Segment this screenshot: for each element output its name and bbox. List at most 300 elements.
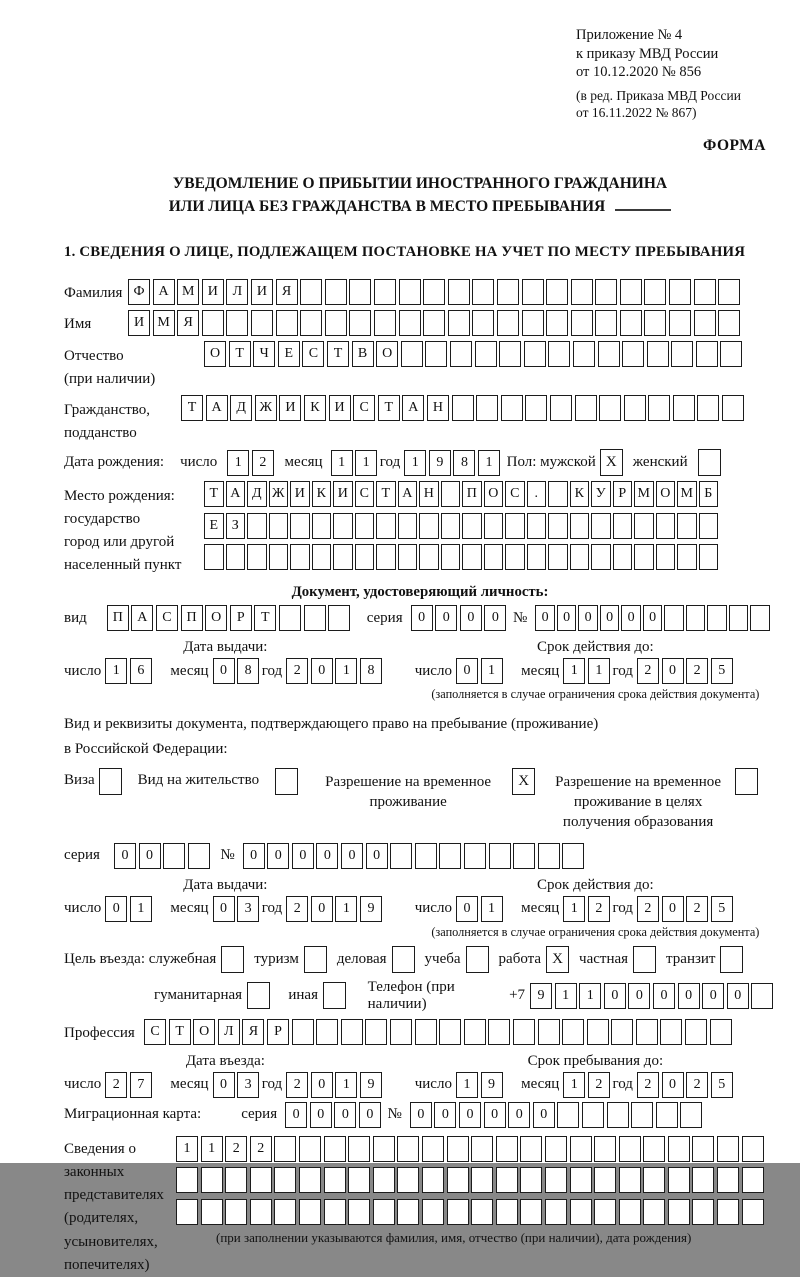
char-cell[interactable]: Б xyxy=(699,481,719,507)
char-cell[interactable]: Т xyxy=(204,481,224,507)
char-cell[interactable]: С xyxy=(505,481,525,507)
char-cell[interactable] xyxy=(648,395,670,421)
char-cell[interactable]: 0 xyxy=(434,1102,456,1128)
char-cell[interactable] xyxy=(300,279,322,305)
char-cell[interactable]: Я xyxy=(242,1019,264,1045)
char-cell[interactable] xyxy=(390,1019,412,1045)
char-cell[interactable]: 0 xyxy=(366,843,388,869)
char-cell[interactable] xyxy=(447,1167,469,1193)
char-cell[interactable]: 0 xyxy=(311,896,333,922)
char-cell[interactable] xyxy=(527,513,547,539)
char-cell[interactable] xyxy=(697,395,719,421)
char-cell[interactable] xyxy=(570,1136,592,1162)
char-cell[interactable]: 1 xyxy=(331,450,353,476)
char-cell[interactable] xyxy=(694,310,716,336)
char-cell[interactable]: С xyxy=(156,605,178,631)
char-cell[interactable]: О xyxy=(484,481,504,507)
char-cell[interactable] xyxy=(422,1199,444,1225)
char-cell[interactable]: 0 xyxy=(702,983,724,1009)
char-cell[interactable] xyxy=(471,1136,493,1162)
char-cell[interactable]: М xyxy=(177,279,199,305)
char-cell[interactable] xyxy=(680,1102,702,1128)
char-cell[interactable] xyxy=(325,279,347,305)
char-cell[interactable]: Т xyxy=(378,395,400,421)
char-cell[interactable] xyxy=(720,341,742,367)
char-cell[interactable] xyxy=(717,1136,739,1162)
char-cell[interactable] xyxy=(707,605,727,631)
char-cell[interactable]: 1 xyxy=(555,983,577,1009)
char-cell[interactable] xyxy=(710,1019,732,1045)
char-cell[interactable] xyxy=(692,1167,714,1193)
char-cell[interactable] xyxy=(299,1199,321,1225)
char-cell[interactable]: 9 xyxy=(481,1072,503,1098)
char-cell[interactable] xyxy=(694,279,716,305)
char-cell[interactable] xyxy=(718,279,740,305)
char-cell[interactable] xyxy=(513,843,535,869)
char-cell[interactable] xyxy=(668,1167,690,1193)
char-cell[interactable] xyxy=(476,395,498,421)
char-cell[interactable] xyxy=(204,544,224,570)
char-cell[interactable] xyxy=(660,1019,682,1045)
char-cell[interactable]: И xyxy=(279,395,301,421)
char-cell[interactable] xyxy=(696,341,718,367)
char-cell[interactable] xyxy=(557,1102,579,1128)
char-cell[interactable]: 2 xyxy=(105,1072,127,1098)
char-cell[interactable]: 0 xyxy=(114,843,136,869)
char-cell[interactable] xyxy=(550,395,572,421)
char-cell[interactable]: 0 xyxy=(484,1102,506,1128)
char-cell[interactable] xyxy=(419,513,439,539)
char-cell[interactable] xyxy=(598,341,620,367)
char-cell[interactable] xyxy=(423,310,445,336)
char-cell[interactable] xyxy=(620,310,642,336)
char-cell[interactable] xyxy=(247,544,267,570)
char-cell[interactable] xyxy=(355,513,375,539)
char-cell[interactable] xyxy=(401,341,423,367)
char-cell[interactable]: 0 xyxy=(311,658,333,684)
char-cell[interactable] xyxy=(501,395,523,421)
char-cell[interactable] xyxy=(525,395,547,421)
char-cell[interactable] xyxy=(599,395,621,421)
char-cell[interactable] xyxy=(355,544,375,570)
char-cell[interactable] xyxy=(226,310,248,336)
char-cell[interactable]: А xyxy=(206,395,228,421)
char-cell[interactable] xyxy=(373,1199,395,1225)
char-cell[interactable]: 0 xyxy=(435,605,457,631)
purpose-humanitarian-checkbox[interactable] xyxy=(247,982,270,1009)
char-cell[interactable] xyxy=(475,341,497,367)
char-cell[interactable]: С xyxy=(355,481,375,507)
char-cell[interactable]: 3 xyxy=(237,1072,259,1098)
char-cell[interactable] xyxy=(422,1136,444,1162)
char-cell[interactable]: 2 xyxy=(637,658,659,684)
visa-checkbox[interactable] xyxy=(99,768,122,795)
char-cell[interactable] xyxy=(619,1199,641,1225)
char-cell[interactable] xyxy=(448,310,470,336)
char-cell[interactable] xyxy=(613,513,633,539)
char-cell[interactable] xyxy=(201,1199,223,1225)
char-cell[interactable] xyxy=(656,1102,678,1128)
char-cell[interactable]: Р xyxy=(613,481,633,507)
char-cell[interactable] xyxy=(419,544,439,570)
char-cell[interactable]: 0 xyxy=(508,1102,530,1128)
char-cell[interactable] xyxy=(397,1136,419,1162)
char-cell[interactable]: 0 xyxy=(310,1102,332,1128)
char-cell[interactable]: 2 xyxy=(588,896,610,922)
char-cell[interactable]: 1 xyxy=(563,896,585,922)
char-cell[interactable] xyxy=(548,513,568,539)
char-cell[interactable]: 0 xyxy=(678,983,700,1009)
char-cell[interactable] xyxy=(300,310,322,336)
char-cell[interactable] xyxy=(341,1019,363,1045)
char-cell[interactable] xyxy=(423,279,445,305)
char-cell[interactable]: . xyxy=(527,481,547,507)
char-cell[interactable] xyxy=(548,341,570,367)
char-cell[interactable]: 9 xyxy=(429,450,451,476)
char-cell[interactable]: И xyxy=(128,310,150,336)
char-cell[interactable]: 7 xyxy=(130,1072,152,1098)
char-cell[interactable]: 0 xyxy=(460,605,482,631)
char-cell[interactable] xyxy=(390,843,412,869)
char-cell[interactable] xyxy=(619,1167,641,1193)
char-cell[interactable] xyxy=(462,513,482,539)
char-cell[interactable] xyxy=(447,1136,469,1162)
char-cell[interactable] xyxy=(742,1199,764,1225)
char-cell[interactable]: 0 xyxy=(484,605,506,631)
char-cell[interactable]: 1 xyxy=(201,1136,223,1162)
char-cell[interactable] xyxy=(634,513,654,539)
char-cell[interactable] xyxy=(527,544,547,570)
temp-residence-checkbox[interactable]: X xyxy=(512,768,535,795)
char-cell[interactable] xyxy=(279,605,301,631)
char-cell[interactable]: 5 xyxy=(711,896,733,922)
char-cell[interactable] xyxy=(613,544,633,570)
char-cell[interactable]: М xyxy=(153,310,175,336)
char-cell[interactable]: Л xyxy=(226,279,248,305)
char-cell[interactable]: 0 xyxy=(456,658,478,684)
char-cell[interactable]: Т xyxy=(181,395,203,421)
gender-male-checkbox[interactable]: X xyxy=(600,449,623,476)
char-cell[interactable]: П xyxy=(181,605,203,631)
char-cell[interactable] xyxy=(188,843,210,869)
char-cell[interactable]: 0 xyxy=(213,1072,235,1098)
char-cell[interactable] xyxy=(636,1019,658,1045)
char-cell[interactable] xyxy=(312,513,332,539)
char-cell[interactable] xyxy=(348,1167,370,1193)
char-cell[interactable] xyxy=(348,1136,370,1162)
char-cell[interactable]: 1 xyxy=(588,658,610,684)
char-cell[interactable]: 0 xyxy=(459,1102,481,1128)
char-cell[interactable]: 2 xyxy=(250,1136,272,1162)
char-cell[interactable]: П xyxy=(462,481,482,507)
char-cell[interactable]: 2 xyxy=(252,450,274,476)
char-cell[interactable] xyxy=(664,605,684,631)
char-cell[interactable] xyxy=(692,1199,714,1225)
char-cell[interactable] xyxy=(462,544,482,570)
char-cell[interactable] xyxy=(611,1019,633,1045)
char-cell[interactable] xyxy=(570,1199,592,1225)
char-cell[interactable] xyxy=(441,544,461,570)
char-cell[interactable]: О xyxy=(205,605,227,631)
char-cell[interactable]: 0 xyxy=(533,1102,555,1128)
char-cell[interactable]: 2 xyxy=(286,896,308,922)
char-cell[interactable]: 1 xyxy=(404,450,426,476)
char-cell[interactable]: 3 xyxy=(237,896,259,922)
char-cell[interactable] xyxy=(520,1199,542,1225)
char-cell[interactable]: Ч xyxy=(253,341,275,367)
char-cell[interactable]: 1 xyxy=(335,896,357,922)
char-cell[interactable]: О xyxy=(656,481,676,507)
char-cell[interactable] xyxy=(439,1019,461,1045)
char-cell[interactable] xyxy=(594,1167,616,1193)
char-cell[interactable] xyxy=(647,341,669,367)
char-cell[interactable] xyxy=(545,1167,567,1193)
char-cell[interactable]: А xyxy=(226,481,246,507)
char-cell[interactable] xyxy=(575,395,597,421)
char-cell[interactable]: Д xyxy=(247,481,267,507)
char-cell[interactable] xyxy=(538,1019,560,1045)
char-cell[interactable]: 0 xyxy=(456,896,478,922)
char-cell[interactable]: 6 xyxy=(130,658,152,684)
char-cell[interactable] xyxy=(251,310,273,336)
char-cell[interactable]: 0 xyxy=(243,843,265,869)
purpose-business-checkbox[interactable] xyxy=(392,946,415,973)
char-cell[interactable]: 0 xyxy=(359,1102,381,1128)
char-cell[interactable]: 9 xyxy=(360,896,382,922)
char-cell[interactable]: 0 xyxy=(578,605,598,631)
char-cell[interactable]: 0 xyxy=(628,983,650,1009)
char-cell[interactable] xyxy=(497,279,519,305)
char-cell[interactable]: 0 xyxy=(662,1072,684,1098)
char-cell[interactable] xyxy=(505,513,525,539)
char-cell[interactable]: 2 xyxy=(686,658,708,684)
char-cell[interactable] xyxy=(595,279,617,305)
char-cell[interactable] xyxy=(622,341,644,367)
purpose-work-checkbox[interactable]: X xyxy=(546,946,569,973)
char-cell[interactable] xyxy=(398,544,418,570)
char-cell[interactable] xyxy=(496,1199,518,1225)
char-cell[interactable]: Р xyxy=(230,605,252,631)
char-cell[interactable] xyxy=(176,1167,198,1193)
char-cell[interactable]: 0 xyxy=(334,1102,356,1128)
char-cell[interactable] xyxy=(656,513,676,539)
char-cell[interactable]: 0 xyxy=(643,605,663,631)
char-cell[interactable] xyxy=(299,1167,321,1193)
char-cell[interactable]: 8 xyxy=(453,450,475,476)
char-cell[interactable]: 5 xyxy=(711,1072,733,1098)
char-cell[interactable]: 0 xyxy=(139,843,161,869)
char-cell[interactable] xyxy=(176,1199,198,1225)
char-cell[interactable] xyxy=(742,1136,764,1162)
char-cell[interactable] xyxy=(545,1199,567,1225)
char-cell[interactable] xyxy=(717,1199,739,1225)
char-cell[interactable] xyxy=(225,1199,247,1225)
char-cell[interactable] xyxy=(472,279,494,305)
char-cell[interactable] xyxy=(373,1167,395,1193)
char-cell[interactable] xyxy=(484,513,504,539)
char-cell[interactable]: 0 xyxy=(292,843,314,869)
char-cell[interactable]: 0 xyxy=(535,605,555,631)
char-cell[interactable] xyxy=(669,279,691,305)
char-cell[interactable] xyxy=(324,1199,346,1225)
char-cell[interactable]: 2 xyxy=(286,1072,308,1098)
char-cell[interactable] xyxy=(620,279,642,305)
char-cell[interactable] xyxy=(496,1136,518,1162)
char-cell[interactable] xyxy=(594,1136,616,1162)
char-cell[interactable]: 0 xyxy=(411,605,433,631)
char-cell[interactable] xyxy=(751,983,773,1009)
char-cell[interactable] xyxy=(573,341,595,367)
char-cell[interactable]: 2 xyxy=(637,896,659,922)
char-cell[interactable] xyxy=(656,544,676,570)
char-cell[interactable] xyxy=(634,544,654,570)
char-cell[interactable]: И xyxy=(329,395,351,421)
char-cell[interactable] xyxy=(290,544,310,570)
char-cell[interactable]: А xyxy=(153,279,175,305)
char-cell[interactable] xyxy=(349,279,371,305)
char-cell[interactable] xyxy=(489,843,511,869)
char-cell[interactable]: Е xyxy=(204,513,224,539)
char-cell[interactable]: Н xyxy=(427,395,449,421)
char-cell[interactable] xyxy=(316,1019,338,1045)
char-cell[interactable]: И xyxy=(290,481,310,507)
char-cell[interactable]: К xyxy=(304,395,326,421)
char-cell[interactable]: 0 xyxy=(600,605,620,631)
char-cell[interactable] xyxy=(607,1102,629,1128)
char-cell[interactable] xyxy=(570,1167,592,1193)
char-cell[interactable]: Ж xyxy=(269,481,289,507)
char-cell[interactable] xyxy=(677,544,697,570)
char-cell[interactable]: Л xyxy=(218,1019,240,1045)
char-cell[interactable] xyxy=(692,1136,714,1162)
char-cell[interactable] xyxy=(722,395,744,421)
char-cell[interactable]: Т xyxy=(229,341,251,367)
char-cell[interactable]: И xyxy=(333,481,353,507)
residence-permit-checkbox[interactable] xyxy=(275,768,298,795)
char-cell[interactable]: Т xyxy=(327,341,349,367)
char-cell[interactable]: Н xyxy=(419,481,439,507)
char-cell[interactable] xyxy=(365,1019,387,1045)
char-cell[interactable]: 1 xyxy=(130,896,152,922)
char-cell[interactable]: Е xyxy=(278,341,300,367)
char-cell[interactable]: 1 xyxy=(355,450,377,476)
char-cell[interactable] xyxy=(472,310,494,336)
char-cell[interactable] xyxy=(274,1167,296,1193)
char-cell[interactable]: 1 xyxy=(335,1072,357,1098)
char-cell[interactable] xyxy=(643,1136,665,1162)
purpose-other-checkbox[interactable] xyxy=(323,982,346,1009)
char-cell[interactable] xyxy=(699,513,719,539)
char-cell[interactable]: 0 xyxy=(604,983,626,1009)
char-cell[interactable] xyxy=(686,605,706,631)
char-cell[interactable] xyxy=(631,1102,653,1128)
char-cell[interactable] xyxy=(269,544,289,570)
char-cell[interactable] xyxy=(471,1167,493,1193)
char-cell[interactable] xyxy=(671,341,693,367)
char-cell[interactable] xyxy=(548,544,568,570)
char-cell[interactable] xyxy=(742,1167,764,1193)
char-cell[interactable] xyxy=(484,544,504,570)
char-cell[interactable] xyxy=(591,544,611,570)
char-cell[interactable]: Р xyxy=(267,1019,289,1045)
char-cell[interactable]: 0 xyxy=(213,896,235,922)
char-cell[interactable] xyxy=(643,1199,665,1225)
char-cell[interactable]: 1 xyxy=(105,658,127,684)
char-cell[interactable]: С xyxy=(144,1019,166,1045)
char-cell[interactable]: П xyxy=(107,605,129,631)
char-cell[interactable]: 0 xyxy=(410,1102,432,1128)
char-cell[interactable]: 1 xyxy=(481,896,503,922)
char-cell[interactable]: Ф xyxy=(128,279,150,305)
char-cell[interactable] xyxy=(398,513,418,539)
char-cell[interactable] xyxy=(452,395,474,421)
char-cell[interactable]: 8 xyxy=(360,658,382,684)
char-cell[interactable]: Т xyxy=(376,481,396,507)
char-cell[interactable]: 2 xyxy=(225,1136,247,1162)
char-cell[interactable]: Д xyxy=(230,395,252,421)
char-cell[interactable] xyxy=(499,341,521,367)
char-cell[interactable] xyxy=(464,1019,486,1045)
char-cell[interactable]: Я xyxy=(276,279,298,305)
char-cell[interactable]: 0 xyxy=(662,896,684,922)
char-cell[interactable] xyxy=(546,279,568,305)
char-cell[interactable] xyxy=(447,1199,469,1225)
char-cell[interactable] xyxy=(441,513,461,539)
char-cell[interactable]: А xyxy=(398,481,418,507)
char-cell[interactable] xyxy=(717,1167,739,1193)
char-cell[interactable] xyxy=(699,544,719,570)
char-cell[interactable] xyxy=(226,544,246,570)
char-cell[interactable]: 0 xyxy=(285,1102,307,1128)
char-cell[interactable] xyxy=(685,1019,707,1045)
char-cell[interactable] xyxy=(290,513,310,539)
temp-residence-edu-checkbox[interactable] xyxy=(735,768,758,795)
char-cell[interactable]: Т xyxy=(254,605,276,631)
char-cell[interactable]: Ж xyxy=(255,395,277,421)
char-cell[interactable] xyxy=(571,279,593,305)
char-cell[interactable]: Я xyxy=(177,310,199,336)
char-cell[interactable] xyxy=(250,1199,272,1225)
char-cell[interactable] xyxy=(750,605,770,631)
char-cell[interactable] xyxy=(274,1136,296,1162)
char-cell[interactable]: З xyxy=(226,513,246,539)
char-cell[interactable] xyxy=(425,341,447,367)
char-cell[interactable] xyxy=(677,513,697,539)
char-cell[interactable]: 1 xyxy=(335,658,357,684)
char-cell[interactable]: А xyxy=(131,605,153,631)
char-cell[interactable] xyxy=(274,1199,296,1225)
char-cell[interactable] xyxy=(524,341,546,367)
char-cell[interactable] xyxy=(718,310,740,336)
char-cell[interactable] xyxy=(594,1199,616,1225)
char-cell[interactable]: 1 xyxy=(563,658,585,684)
char-cell[interactable]: А xyxy=(402,395,424,421)
char-cell[interactable] xyxy=(582,1102,604,1128)
char-cell[interactable] xyxy=(668,1136,690,1162)
char-cell[interactable] xyxy=(247,513,267,539)
char-cell[interactable] xyxy=(464,843,486,869)
char-cell[interactable] xyxy=(522,279,544,305)
char-cell[interactable]: Т xyxy=(169,1019,191,1045)
char-cell[interactable] xyxy=(570,513,590,539)
char-cell[interactable] xyxy=(415,1019,437,1045)
char-cell[interactable] xyxy=(324,1167,346,1193)
char-cell[interactable] xyxy=(522,310,544,336)
char-cell[interactable]: В xyxy=(352,341,374,367)
char-cell[interactable] xyxy=(201,1167,223,1193)
char-cell[interactable]: И xyxy=(251,279,273,305)
char-cell[interactable]: 9 xyxy=(360,1072,382,1098)
